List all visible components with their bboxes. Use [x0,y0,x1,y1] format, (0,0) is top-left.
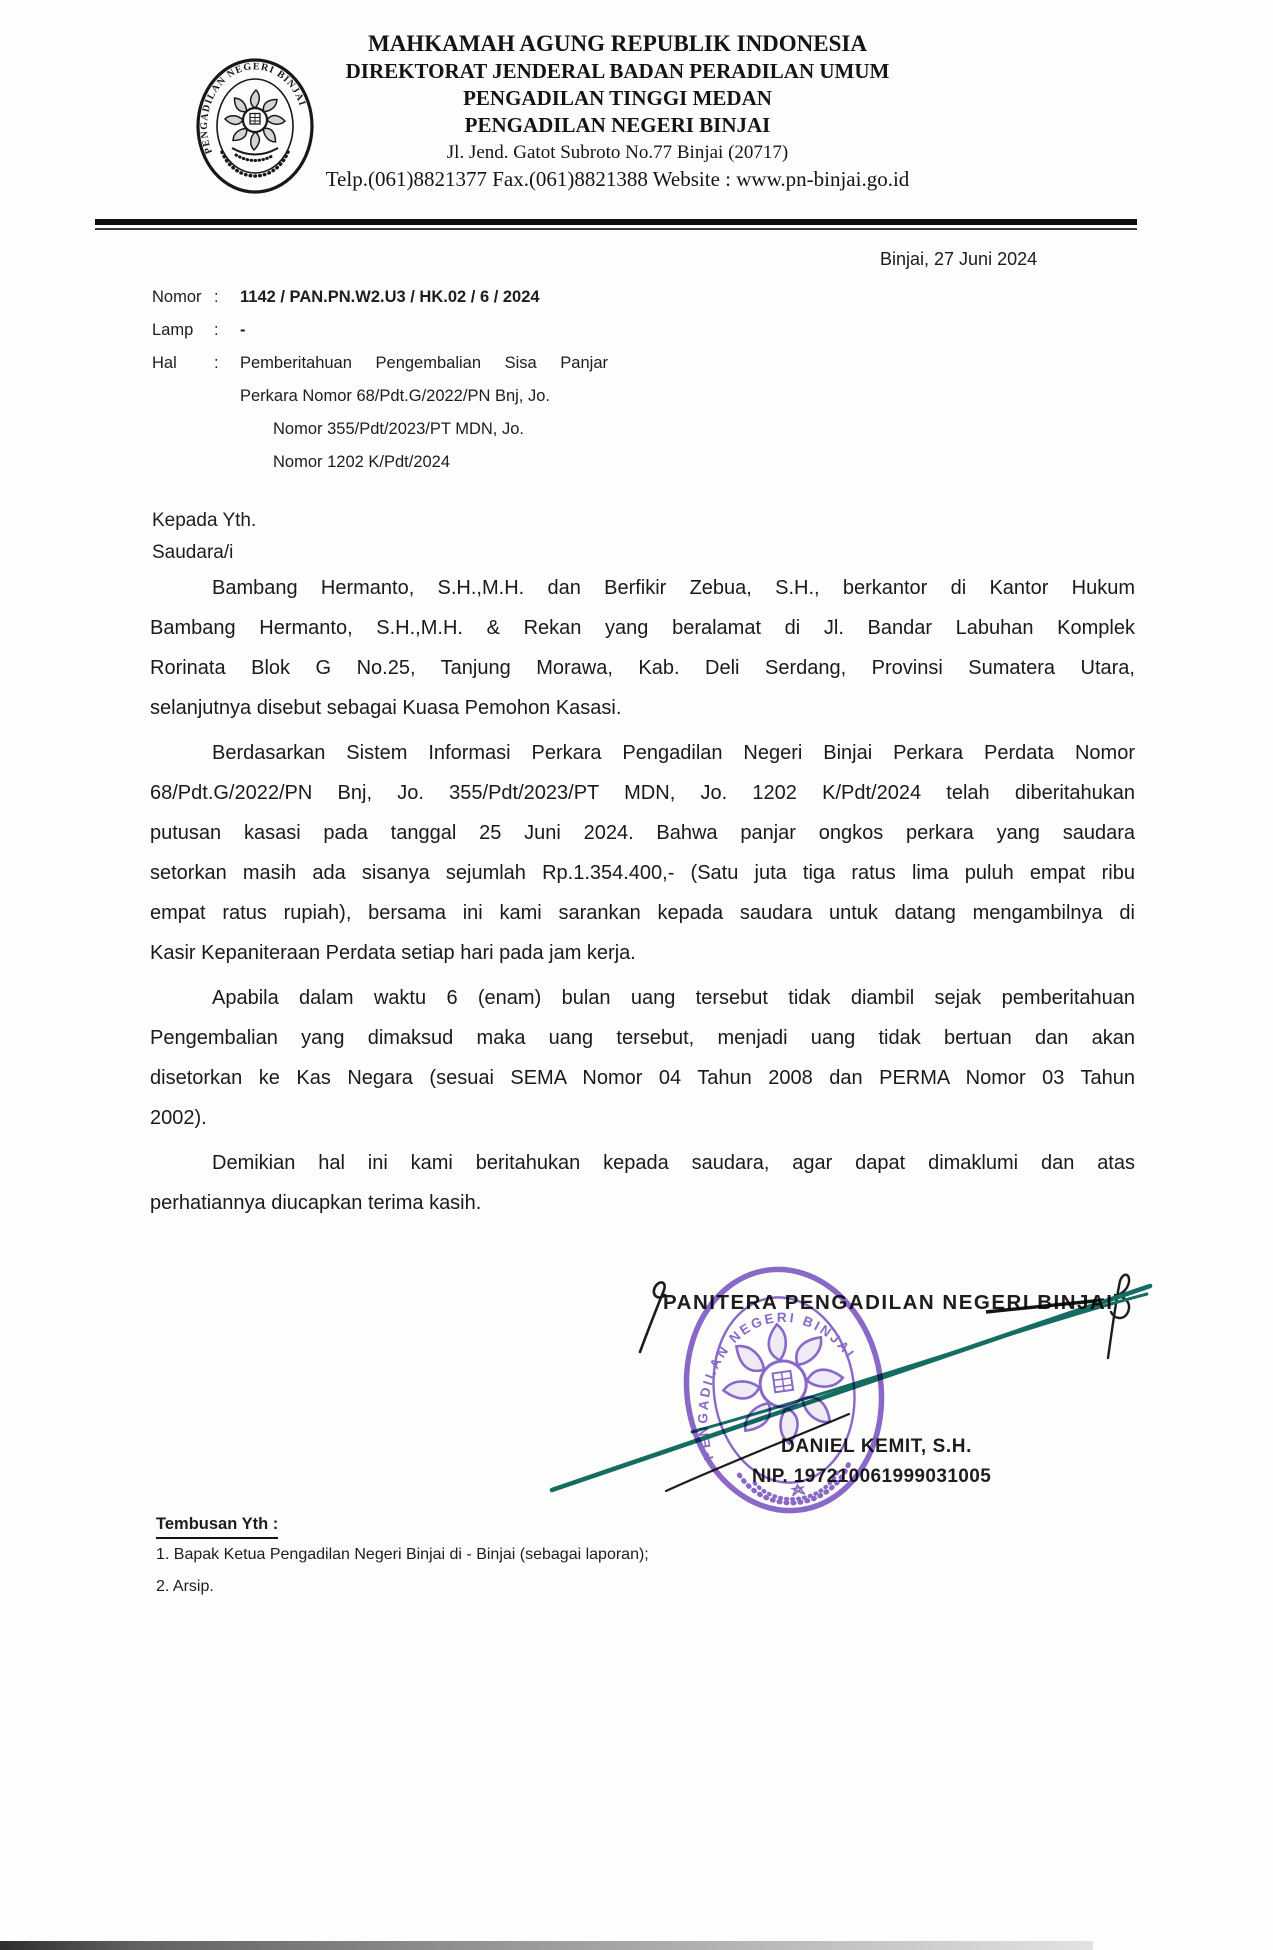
hal-sub-line: Nomor 355/Pdt/2023/PT MDN, Jo. [273,420,524,438]
nomor-value: 1142 / PAN.PN.W2.U3 / HK.02 / 6 / 2024 [240,288,540,306]
body-paragraph [150,733,1135,973]
meta-row-nomor [152,281,792,314]
letterhead-org-line3: PENGADILAN TINGGI MEDAN [463,86,772,110]
nomor-label: Nomor [152,288,202,306]
letterhead-divider-thin [95,228,1137,230]
recipient-salutation: Kepada Yth. [152,510,257,531]
pen-flourish-mark [1108,1275,1129,1358]
letterhead-org-line1: MAHKAMAH AGUNG REPUBLIK INDONESIA [367,31,867,56]
letter-date: Binjai, 27 Juni 2024 [880,249,1038,269]
body-line: Rorinata Blok G No.25, Tanjung Morawa, Kab. Deli Serdang, Provinsi Sumatera Utara, [150,657,1135,679]
stamp-ring-text: PENGADILAN NEGERI BINJAI [695,1309,859,1462]
teal-signature-stroke [552,1286,1150,1490]
body-line: setorkan masih ada sisanya sejumlah Rp.1.354.400,- (Satu juta tiga ratus lima puluh empat ribu [150,862,1135,884]
letterhead [95,30,1140,193]
hal-label: Hal [152,354,177,372]
body-line: Apabila dalam waktu 6 (enam) bulan uang tersebut tidak diambil sejak pemberitahuan [212,987,1135,1009]
lamp-colon: : [214,321,219,339]
body-line: Berdasarkan Sistem Informasi Perkara Pengadilan Negeri Binjai Perkara Perdata Nomor [212,742,1135,764]
body-line: perhatiannya diucapkan terima kasih. [150,1192,482,1214]
body-line: 68/Pdt.G/2022/PN Bnj, Jo. 355/Pdt/2023/PT MDN, Jo. 1202 K/Pdt/2024 telah diberitahukan [150,782,1135,804]
body-paragraph [150,1143,1135,1223]
letter-meta [152,281,792,479]
body-paragraph [150,978,1135,1138]
hal-colon: : [214,354,219,372]
recipient-block [152,505,256,569]
tembusan-heading: Tembusan Yth : [156,1512,278,1539]
tembusan-item: 2. Arsip. [156,1578,214,1595]
letterhead-divider [95,219,1137,225]
lamp-label: Lamp [152,321,194,339]
body-line: 2002). [150,1107,207,1129]
signature-title: PANITERA PENGADILAN NEGERI BINJAI [663,1291,1114,1314]
hal-line: Pemberitahuan Pengembalian Sisa Panjar [240,354,608,372]
signature-name: DANIEL KEMIT, S.H. [781,1436,972,1457]
body-line: empat ratus rupiah), bersama ini kami sarankan kepada saudara untuk datang mengambilnya di [150,902,1135,924]
hal-sub-lines [240,413,792,479]
tembusan-list [156,1539,649,1603]
body-line: Bambang Hermanto, S.H.,M.H. & Rekan yang beralamat di Jl. Bandar Labuhan Komplek [150,617,1135,639]
letterhead-org-line4: PENGADILAN NEGERI BINJAI [464,113,771,137]
meta-row-lamp [152,314,792,347]
body-line: Bambang Hermanto, S.H.,M.H. dan Berfikir Zebua, S.H., berkantor di Kantor Hukum [212,577,1135,599]
tembusan-item: 1. Bapak Ketua Pengadilan Negeri Binjai di - Binjai (sebagai laporan); [156,1546,649,1563]
body-line: Demikian hal ini kami beritahukan kepada saudara, agar dapat dimaklumi dan atas [212,1152,1135,1174]
recipient-saudara: Saudara/i [152,542,234,563]
scan-edge-artifact [0,1941,1093,1950]
letterhead-contact: Telp.(061)8821377 Fax.(061)8821388 Website : www.pn-binjai.go.id [325,167,910,191]
body-line: Kasir Kepaniteraan Perdata setiap hari pada jam kerja. [150,942,636,964]
meta-row-hal [152,347,792,479]
body-paragraph [150,568,1135,728]
body-line: putusan kasasi pada tanggal 25 Juni 2024. Bahwa panjar ongkos perkara yang saudara [150,822,1135,844]
body-paragraphs [150,568,1135,1228]
hal-sub-line: Nomor 1202 K/Pdt/2024 [273,453,451,471]
hal-value [240,347,792,479]
signature-nip: NIP. 197210061999031005 [752,1466,992,1487]
body-line: disetorkan ke Kas Negara (sesuai SEMA Nomor 04 Tahun 2008 dan PERMA Nomor 03 Tahun [150,1067,1135,1089]
body-line: selanjutnya disebut sebagai Kuasa Pemohon Kasasi. [150,697,622,719]
pen-scribble-mark [640,1282,665,1352]
lamp-value: - [240,321,246,339]
letterhead-org-line2: DIREKTORAT JENDERAL BADAN PERADILAN UMUM [345,59,890,83]
letterhead-address: Jl. Jend. Gatot Subroto No.77 Binjai (20717) [446,142,789,163]
tembusan-block [156,1512,649,1603]
body-line: Pengembalian yang dimaksud maka uang tersebut, menjadi uang tidak bertuan dan akan [150,1027,1135,1049]
nomor-colon: : [214,288,219,306]
seal-ring-text: PENGADILAN NEGERI BINJAI [198,61,308,156]
hal-line: Perkara Nomor 68/Pdt.G/2022/PN Bnj, Jo. [240,387,550,405]
